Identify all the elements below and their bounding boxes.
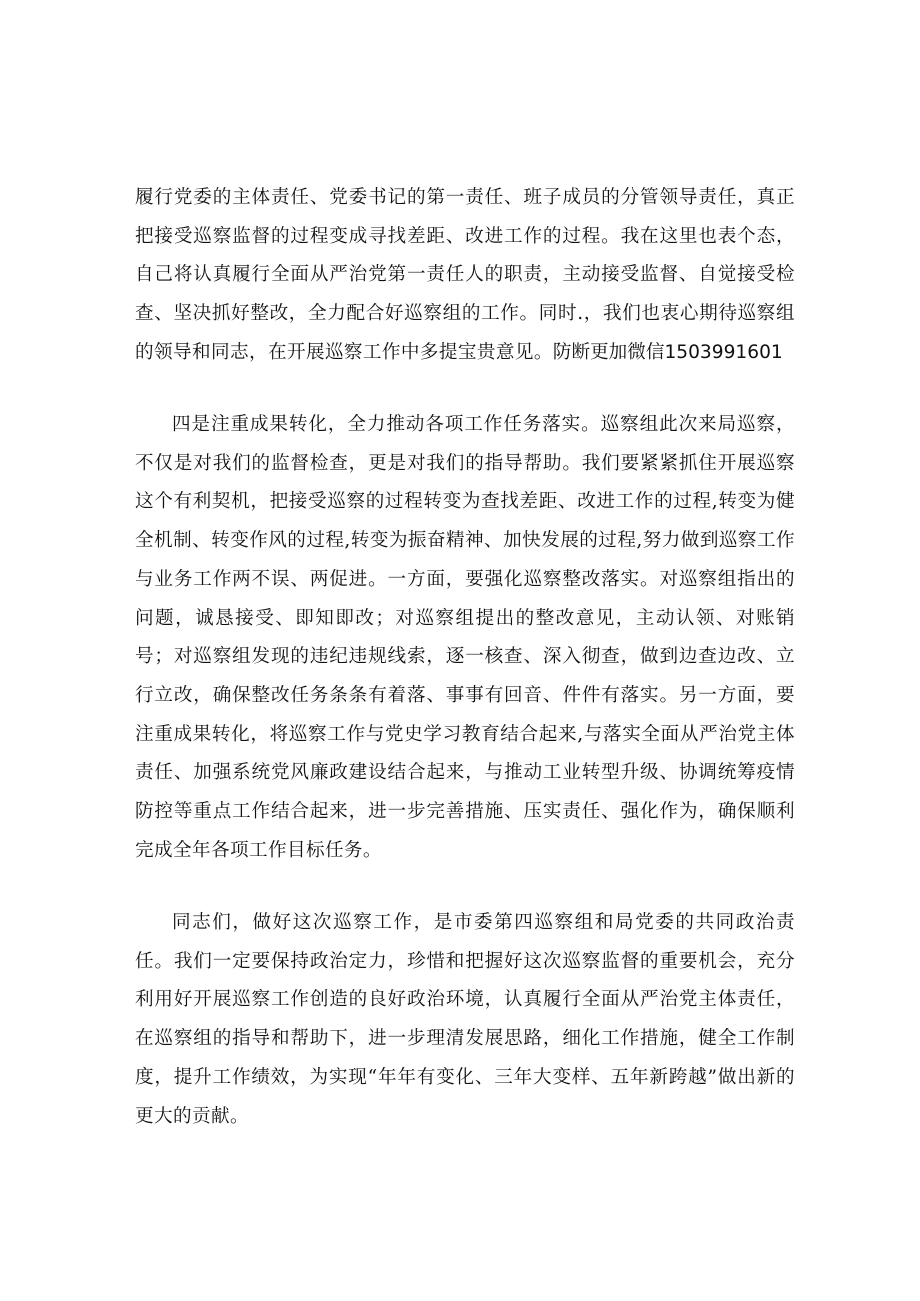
paragraph-1-text: 履行党委的主体责任、党委书记的第一责任、班子成员的分管领导责任，真正把接受巡察监督的过程变成寻找差距、改进工作的过程。我在这里也表个态，自己将认真履行全面从严治党第一责任人的职责，主动接受监督、自觉接受检查、坚决抓好整改，全力配合好巡察组的工作。同时.，我们也衷心期待巡察组的领导和同志，在开展巡察工作中多提宝贵意见。	[135, 187, 795, 363]
paragraph-3-text: 同志们，做好这次巡察工作，是市委第四巡察组和局党委的共同政治责任。我们一定要保持政治定力，珍惜和把握好这次巡察监督的重要机会，充分利用好开展巡察工作创造的良好政治环境，认真履行全面从严治党主体责任，在巡察组的指导和帮助下，进一步理清发展思路，细化工作措施，健全工作制度，提升工作绩效，为实现“年年有变化、三年大变样、五年新跨越”做出新的更大的贡献。	[135, 912, 795, 1127]
paragraph-2-text: 四是注重成果转化，全力推动各项工作任务落实。巡察组此次来局巡察，不仅是对我们的监督检查，更是对我们的指导帮助。我们要紧紧抓住开展巡察这个有利契机，把接受巡察的过程转变为查找差距、改进工作的过程,转变为健全机制、转变作风的过程,转变为振奋精神、加快发展的过程,努力做到巡察工作与业务工作两不误、两促进。一方面，要强化巡察整改落实。对巡察组指出的问题，诚恳接受、即知即改；对巡察组提出的整改意见，主动认领、对账销号；对巡察组发现的违纪违规线索，逐一核查、深入彻查，做到边查边改、立行立改，确保整改任务条条有着落、事事有回音、件件有落实。另一方面，要注重成果转化，将巡察工作与党史学习教育结合起来,与落实全面从严治党主体责任、加强系统党风廉政建设结合起来，与推动工业转型升级、协调统筹疫情防控等重点工作结合起来，进一步完善措施、压实责任、强化作为，确保顺利完成全年各项工作目标任务。	[135, 414, 795, 861]
paragraph-2	[135, 406, 795, 870]
paragraph-1	[135, 179, 795, 373]
paragraph-3	[135, 904, 795, 1136]
paragraph-1-contact-note: 防断更加微信1503991601	[552, 341, 783, 363]
